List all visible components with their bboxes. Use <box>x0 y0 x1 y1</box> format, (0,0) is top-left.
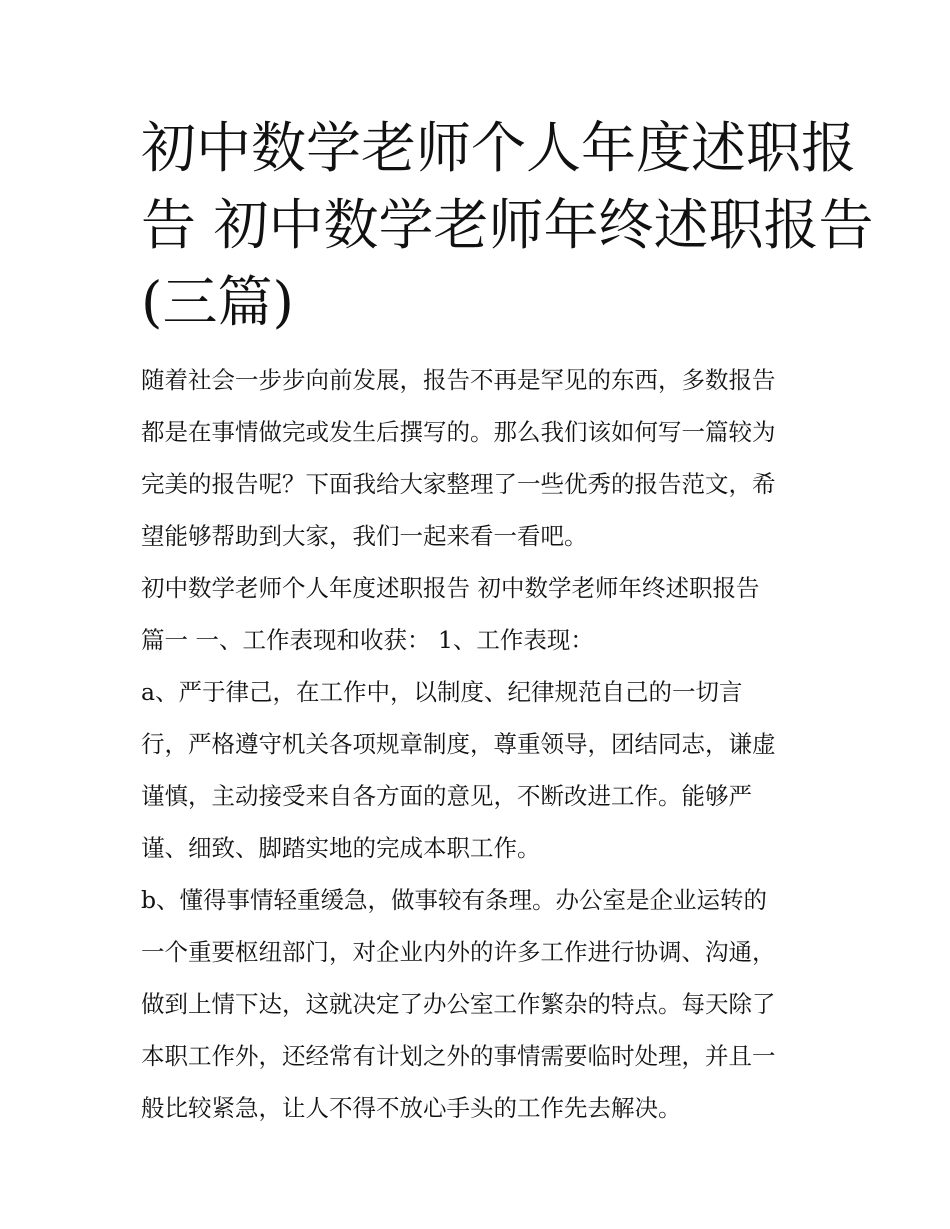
text-line: 做到上情下达，这就决定了办公室工作繁杂的特点。每天除了 <box>141 990 776 1018</box>
document-title <box>141 110 874 341</box>
item-b-paragraph <box>141 874 816 1134</box>
text-line: 般比较紧急，让人不得不放心手头的工作先去解决。 <box>141 1094 682 1122</box>
text-line: 都是在事情做完或发生后撰写的。那么我们该如何写一篇较为 <box>141 418 776 446</box>
item-a-paragraph <box>141 666 816 874</box>
text-line: 随着社会一步步向前发展，报告不再是罕见的东西，多数报告 <box>141 366 776 394</box>
text-line: 初中数学老师个人年度述职报告 初中数学老师年终述职报告 <box>141 574 760 602</box>
text-line: 谨、细致、脚踏实地的完成本职工作。 <box>141 834 541 862</box>
text-line: 望能够帮助到大家，我们一起来看一看吧。 <box>141 522 588 550</box>
title-line: 初中数学老师个人年度述职报 <box>141 116 857 180</box>
title-line: (三篇) <box>141 270 294 334</box>
document-page <box>141 110 874 1134</box>
text-line: a、严于律己，在工作中，以制度、纪律规范自己的一切言 <box>141 678 743 706</box>
text-line: 本职工作外，还经常有计划之外的事情需要临时处理，并且一 <box>141 1042 776 1070</box>
text-line: 完美的报告呢？下面我给大家整理了一些优秀的报告范文，希 <box>141 470 776 498</box>
text-line: b、懂得事情轻重缓急，做事较有条理。办公室是企业运转的 <box>141 886 768 914</box>
title-line: 告 初中数学老师年终述职报告 <box>141 193 874 257</box>
intro-paragraph <box>141 354 816 562</box>
text-line: 谨慎，主动接受来自各方面的意见，不断改进工作。能够严 <box>141 782 752 810</box>
section-heading-paragraph <box>141 562 816 666</box>
text-line: 篇一 一、工作表现和收获： 1、工作表现： <box>141 626 594 654</box>
text-line: 行，严格遵守机关各项规章制度，尊重领导，团结同志，谦虚 <box>141 730 776 758</box>
text-line: 一个重要枢纽部门，对企业内外的许多工作进行协调、沟通， <box>141 938 776 966</box>
